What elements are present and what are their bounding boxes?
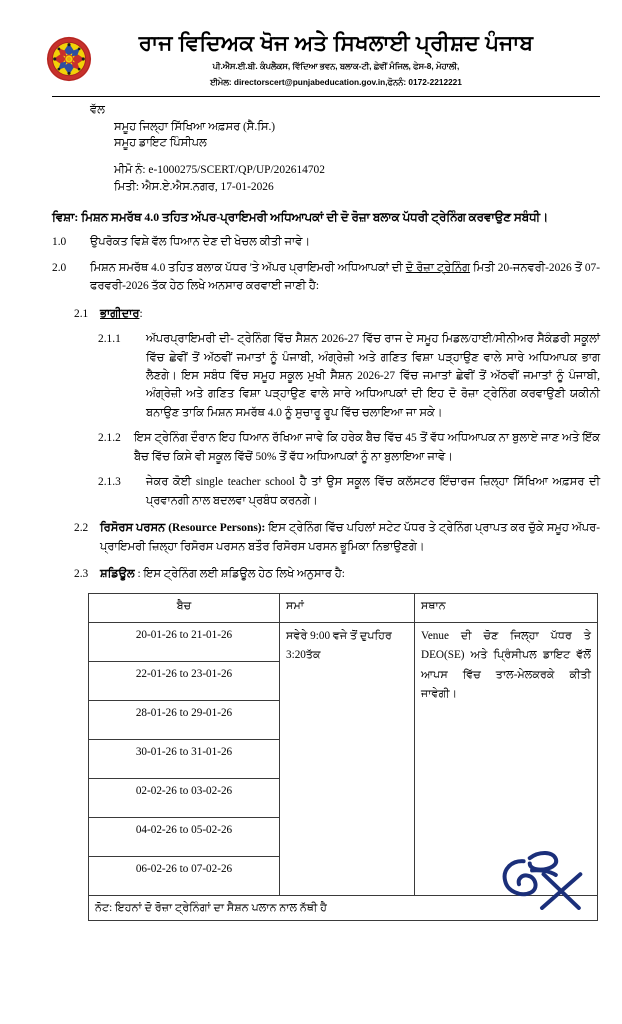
clause-2-1-2 xyxy=(98,429,600,466)
clause-2-1-title: ਭਾਗੀਦਾਰ xyxy=(100,307,140,320)
table-note-row xyxy=(89,895,598,921)
clause-1-number: 1.0 xyxy=(52,236,67,249)
batch-date-cell: 28-01-26 to 29-01-26 xyxy=(89,700,280,739)
to-label: ਵੱਲ xyxy=(90,103,105,116)
clause-2-1-3-text: ਜੇਕਰ ਕੋਈ single teacher school ਹੈ ਤਾਂ ਉਸ ਸਕੂਲ ਵਿੱਚ ਕਲੱਸਟਰ ਇੰਚਾਰਜ ਜ਼ਿਲ੍ਹਾ ਸਿੱਖਿਆ ਅਫ਼ਸਰ ਦੀ ਪ੍ਰਵਾਨਗੀ ਨਾਲ ਬਦਲਵਾ ਪ੍ਰਬੰਧ ਕਰਨਗੇ। xyxy=(146,476,600,507)
date-label: ਮਿਤੀ: xyxy=(114,180,140,193)
clause-2-3 xyxy=(74,565,600,583)
batch-date-cell: 20-01-26 to 21-01-26 xyxy=(89,622,280,661)
clause-2-3-text: : ਇਸ ਟ੍ਰੇਨਿੰਗ ਲਈ ਸ਼ਡਿਊਲ ਹੇਠ ਲਿਖੇ ਅਨੁਸਾਰ ਹੈ: xyxy=(134,568,345,581)
batch-date-cell: 30-01-26 to 31-01-26 xyxy=(89,739,280,778)
clause-2-2-title: ਰਿਸੋਰਸ ਪਰਸਨ (Resource Persons): xyxy=(100,522,266,535)
training-time-text: ਸਵੇਰੇ 9:00 ਵਜੇ ਤੋਂ ਦੁਪਹਿਰ 3:20ਤੱਕ xyxy=(286,629,392,662)
organization-block xyxy=(92,30,604,89)
clause-2-1-2-number: 2.1.2 xyxy=(98,432,121,445)
training-time-cell xyxy=(280,622,415,895)
subject-prefix: ਵਿਸ਼ਾ: xyxy=(52,210,79,225)
clause-2-2-text: ਇਸ ਟ੍ਰੇਨਿੰਗ ਵਿੱਚ ਪਹਿਲਾਂ ਸਟੇਟ ਪੱਧਰ ਤੇ ਟ੍ਰੇਨਿੰਗ ਪ੍ਰਾਪਤ ਕਰ ਚੁੱਕੇ ਸਮੂਹ ਅੱਪਰ-ਪ੍ਰਾਇਮਰੀ ਜ਼ਿਲ੍ਹਾ ਰਿਸੋਰਸ ਪਰਸਨ ਬਤੌਰ ਰਿਸੋਰਸ ਪਰਸਨ ਭੂਮਿਕਾ ਨਿਭਾਉਣਗੇ। xyxy=(100,522,600,553)
clause-2-2 xyxy=(74,519,600,556)
column-header-time: ਸਮਾਂ xyxy=(280,593,415,622)
letterhead xyxy=(0,0,622,89)
clause-1-text: ਉਪਰੋਕਤ ਵਿਸ਼ੇ ਵੱਲ ਧਿਆਨ ਦੇਣ ਦੀ ਖੇਚਲ ਕੀਤੀ ਜਾਵੇ। xyxy=(90,236,310,249)
table-header-row xyxy=(89,593,598,622)
clause-2-3-number: 2.3 xyxy=(74,568,89,581)
clause-2-2-number: 2.2 xyxy=(74,522,89,535)
memo-block xyxy=(114,162,600,196)
clause-2-1-1 xyxy=(98,330,600,422)
addressee-line-1: ਸਮੂਹ ਜਿਲ੍ਹਾ ਸਿੱਖਿਆ ਅਫ਼ਸਰ (ਸੈ.ਸਿ.) xyxy=(114,120,276,133)
clause-2-text-part-a: ਮਿਸ਼ਨ ਸਮਰੱਥ 4.0 ਤਹਿਤ ਬਲਾਕ ਪੱਧਰ 'ਤੇ ਅੱਪਰ ਪ੍ਰਾਇਮਰੀ ਅਧਿਆਪਕਾਂ ਦੀ xyxy=(90,261,406,274)
clause-2 xyxy=(52,259,600,296)
clause-2-1-3-number: 2.1.3 xyxy=(98,476,121,489)
schedule-table xyxy=(88,593,598,922)
memo-number-row xyxy=(114,162,600,179)
addressee-block xyxy=(114,119,600,152)
schedule-table-wrapper xyxy=(88,593,591,922)
schedule-note: ਨੋਟ: ਇਹਨਾਂ ਦੋ ਰੋਜ਼ਾ ਟ੍ਰੇਨਿੰਗਾਂ ਦਾ ਸੈਸ਼ਨ ਪਲਾਨ ਨਾਲ ਨੱਥੀ ਹੈ xyxy=(89,895,598,921)
letter-body xyxy=(0,97,622,922)
addressee-line-2: ਸਮੂਹ ਡਾਇਟ ਪਿੰਸੀਪਲ xyxy=(114,137,207,150)
clause-2-1-heading xyxy=(74,305,600,323)
clause-2-text xyxy=(90,259,600,296)
venue-text: Venue ਦੀ ਚੋਣ ਜਿਲ੍ਹਾ ਪੱਧਰ ਤੇ DEO(SE) ਅਤੇ ਪ੍ਰਿੰਸੀਪਲ ਡਾਇਟ ਵੱਲੋਂ ਆਪਸ ਵਿੱਚ ਤਾਲ-ਮੇਲਕਰਕੇ ਕੀਤੀ ਜਾਵੇਗੀ। xyxy=(421,629,591,701)
organization-title: ਰਾਜ ਵਿਦਿਅਕ ਖੋਜ ਅਤੇ ਸਿਖਲਾਈ ਪ੍ਰੀਸ਼ਦ ਪੰਜਾਬ xyxy=(138,31,534,55)
column-header-batch: ਬੈਚ xyxy=(89,593,280,622)
batch-date-cell: 02-02-26 to 03-02-26 xyxy=(89,778,280,817)
memo-number: e-1000275/SCERT/QP/UP/202614702 xyxy=(148,163,325,176)
scert-punjab-emblem-icon xyxy=(46,36,92,82)
column-header-venue: ਸਥਾਨ xyxy=(415,593,598,622)
clause-2-1-1-number: 2.1.1 xyxy=(98,333,121,346)
subject-text: ਮਿਸ਼ਨ ਸਮਰੱਥ 4.0 ਤਹਿਤ ਅੱਪਰ-ਪ੍ਰਾਇਮਰੀ ਅਧਿਆਪਕਾਂ ਦੀ ਦੋ ਰੋਜ਼ਾ ਬਲਾਕ ਪੱਧਰੀ ਟ੍ਰੇਨਿੰਗ ਕਰਵਾਉਣ ਸਬੰਧੀ। xyxy=(81,210,549,225)
clause-1 xyxy=(52,233,600,251)
organization-address-line-1: ਪੀ.ਐਸ.ਈ.ਬੀ. ਕੰਪਲੈਕਸ, ਵਿੱਦਿਆ ਭਵਨ, ਬਲਾਕ-ਟੀ, ਛੇਵੀਂ ਮੰਜਿਲ, ਫੇਸ-8, ਮੋਹਾਲੀ, xyxy=(212,60,460,71)
venue-cell xyxy=(415,622,598,895)
clause-2-text-part-b: ਮਿਤੀ 20-ਜਨਵਰੀ-2026 ਤੋਂ 07-ਫਰਵਰੀ-2026 ਤੱਕ ਹੇਠ ਲਿਖੇ ਅਨਸਾਰ ਕਰਵਾਈ ਜਾਣੀ ਹੈ: xyxy=(90,261,601,293)
organization-address-line-2: ਈਮੇਲ: directorscert@punjabeducation.gov.in,ਫੋਨਨੰ: 0172-2212221 xyxy=(210,76,462,87)
clause-2-1-number: 2.1 xyxy=(74,307,89,320)
batch-date-cell: 04-02-26 to 05-02-26 xyxy=(89,817,280,856)
batch-date-cell: 06-02-26 to 07-02-26 xyxy=(89,856,280,895)
clause-2-text-underlined: ਦੋ ਰੋਜ਼ਾ ਟ੍ਰੇਨਿੰਗ xyxy=(405,261,471,274)
clause-2-number: 2.0 xyxy=(52,261,67,274)
subject-line xyxy=(52,209,600,226)
date-value: ਐਸ.ਏ.ਐਸ.ਨਗਰ, 17-01-2026 xyxy=(141,180,274,193)
clause-2-1-1-text: ਅੱਪਰਪ੍ਰਾਇਮਰੀ ਦੀ- ਟ੍ਰੇਨਿੰਗ ਵਿੱਚ ਸੈਸ਼ਨ 2026-27 ਵਿੱਚ ਰਾਜ ਦੇ ਸਮੂਹ ਮਿਡਲ/ਹਾਈ/ਸੀਨੀਅਰ ਸੈਕੰਡਰੀ ਸਕੂਲਾਂ ਵਿੱਚ ਛੇਵੀਂ ਤੋਂ ਅੱਠਵੀਂ ਜਮਾਤਾਂ ਨੂੰ ਪੰਜਾਬੀ, ਅੰਗ੍ਰੇਜ਼ੀ ਅਤੇ ਗਣਿਤ ਵਿਸ਼ਾ ਪੜ੍ਹਾਉਣ ਵਾਲੇ ਸਾਰੇ ਅਧਿਆਪਕ ਭਾਗ ਲੈਣਗੇ। ਇਸ ਸਬੰਧ ਵਿੱਚ ਸਮੂਹ ਸਕੂਲ ਮੁਖੀ ਸੈਸ਼ਨ 2026-27 ਵਿੱਚ ਜਮਾਤਾਂ ਛੇਵੀਂ ਤੋਂ ਅੱਠਵੀਂ ਜਮਾਤਾਂ ਨੂੰ ਪੰਜਾਬੀ, ਅੰਗ੍ਰੇਜ਼ੀ ਅਤੇ ਗਣਿਤ ਵਿਸ਼ਾ ਪੜ੍ਹਾਉਣ ਵਾਲੇ ਸਾਰੇ ਅਧਿਆਪਕਾਂ ਦੀ ਇਹ ਦੋ ਰੋਜ਼ਾ ਟ੍ਰੇਨਿੰਗ ਕਰਵਾਉਣੀ ਯਕੀਨੀ ਬਨਾਉਣ ਤਾਕਿ ਮਿਸ਼ਨ ਸਮਰੱਥ 4.0 ਨੂੰ ਸੁਚਾਰੂ ਰੂਪ ਵਿੱਚ ਚਲਾਇਆ ਜਾ ਸਕੇ। xyxy=(146,333,600,419)
table-row xyxy=(89,622,598,661)
clause-2-3-title: ਸ਼ਡਿਊਲ xyxy=(100,568,135,581)
clause-2-1-2-text: ਇਸ ਟ੍ਰੇਨਿੰਗ ਦੌਰਾਨ ਇਹ ਧਿਆਨ ਰੱਖਿਆ ਜਾਵੇ ਕਿ ਹਰੇਕ ਬੈਚ ਵਿੱਚ 45 ਤੋਂ ਵੱਧ ਅਧਿਆਪਕ ਨਾ ਬੁਲਾਏ ਜਾਣ ਅਤੇ ਇੱਕ ਬੈਚ ਵਿੱਚ ਕਿਸੇ ਵੀ ਸਕੂਲ ਵਿੱਚੋਂ 50% ਤੋਂ ਵੱਧ ਅਧਿਆਪਕਾਂ ਨੂੰ ਨਾ ਬੁਲਾਇਆ ਜਾਵੇ। xyxy=(134,432,600,463)
memo-label: ਮੀਮੋ ਨੰ: xyxy=(114,163,146,176)
batch-date-cell: 22-01-26 to 23-01-26 xyxy=(89,661,280,700)
clause-2-1-colon: : xyxy=(139,307,143,320)
clause-2-1-3 xyxy=(98,473,600,510)
date-row xyxy=(114,179,600,196)
